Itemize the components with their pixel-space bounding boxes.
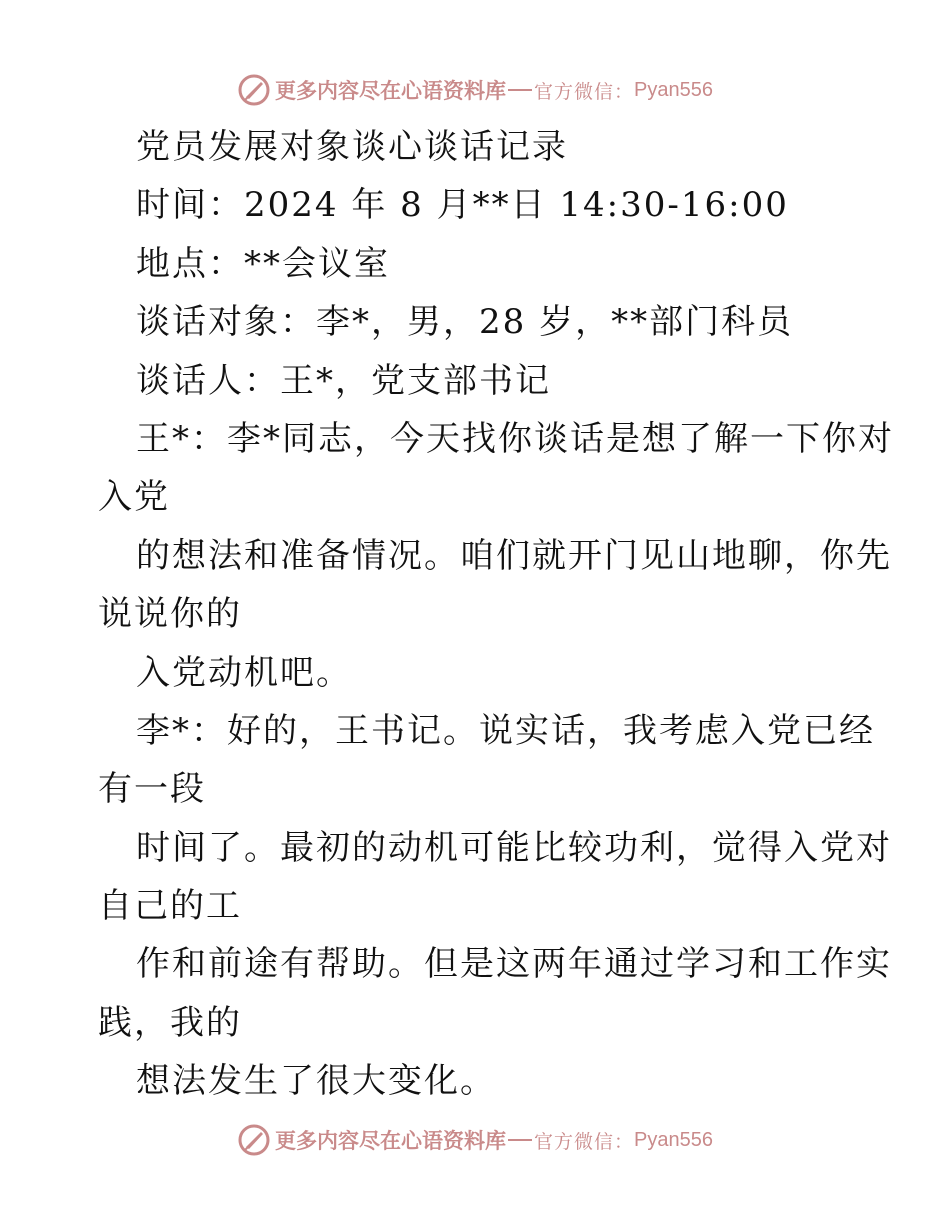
document-line: 王*：李*同志，今天找你谈话是想了解一下你对	[136, 418, 894, 459]
document-line: 时间：2024 年 8 月**日 14:30-16:00	[136, 185, 789, 226]
document-line: 说说你的	[98, 594, 242, 635]
document-line: 践，我的	[98, 1002, 242, 1043]
document-line: 入党	[98, 477, 170, 518]
watermark-dash	[508, 1139, 532, 1141]
watermark-contact-id: Pyan556	[634, 78, 713, 101]
watermark-site-text: 更多内容尽在心语资料库	[275, 1128, 506, 1153]
watermark-site-text: 更多内容尽在心语资料库	[275, 78, 506, 103]
watermark-contact-id: Pyan556	[634, 1128, 713, 1151]
document-line: 谈话对象：李*，男，28 岁，**部门科员	[136, 302, 794, 343]
watermark-dash	[508, 89, 532, 91]
document-line: 李*：好的，王书记。说实话，我考虑入党已经	[136, 710, 875, 751]
watermark-contact-text: 官方微信：	[534, 80, 635, 103]
document-line: 自己的工	[98, 886, 242, 927]
document-line: 时间了。最初的动机可能比较功利，觉得入党对	[136, 827, 892, 868]
footer-watermark	[0, 1120, 950, 1160]
feather-pen-logo-icon	[237, 73, 271, 107]
document-line: 党员发展对象谈心谈话记录	[136, 127, 568, 167]
feather-pen-logo-icon	[237, 1123, 271, 1157]
document-line: 谈话人：王*，党支部书记	[136, 360, 551, 401]
document-line: 想法发生了很大变化。	[136, 1061, 496, 1102]
document-line: 的想法和准备情况。咱们就开门见山地聊，你先	[136, 535, 892, 576]
document-line: 有一段	[98, 769, 206, 810]
watermark-contact-text: 官方微信：	[534, 1130, 635, 1153]
document-line: 入党动机吧。	[136, 652, 352, 693]
document-line: 地点：**会议室	[136, 243, 390, 284]
document-line: 作和前途有帮助。但是这两年通过学习和工作实	[136, 944, 892, 985]
header-watermark	[0, 70, 950, 110]
document-body	[98, 118, 894, 1111]
